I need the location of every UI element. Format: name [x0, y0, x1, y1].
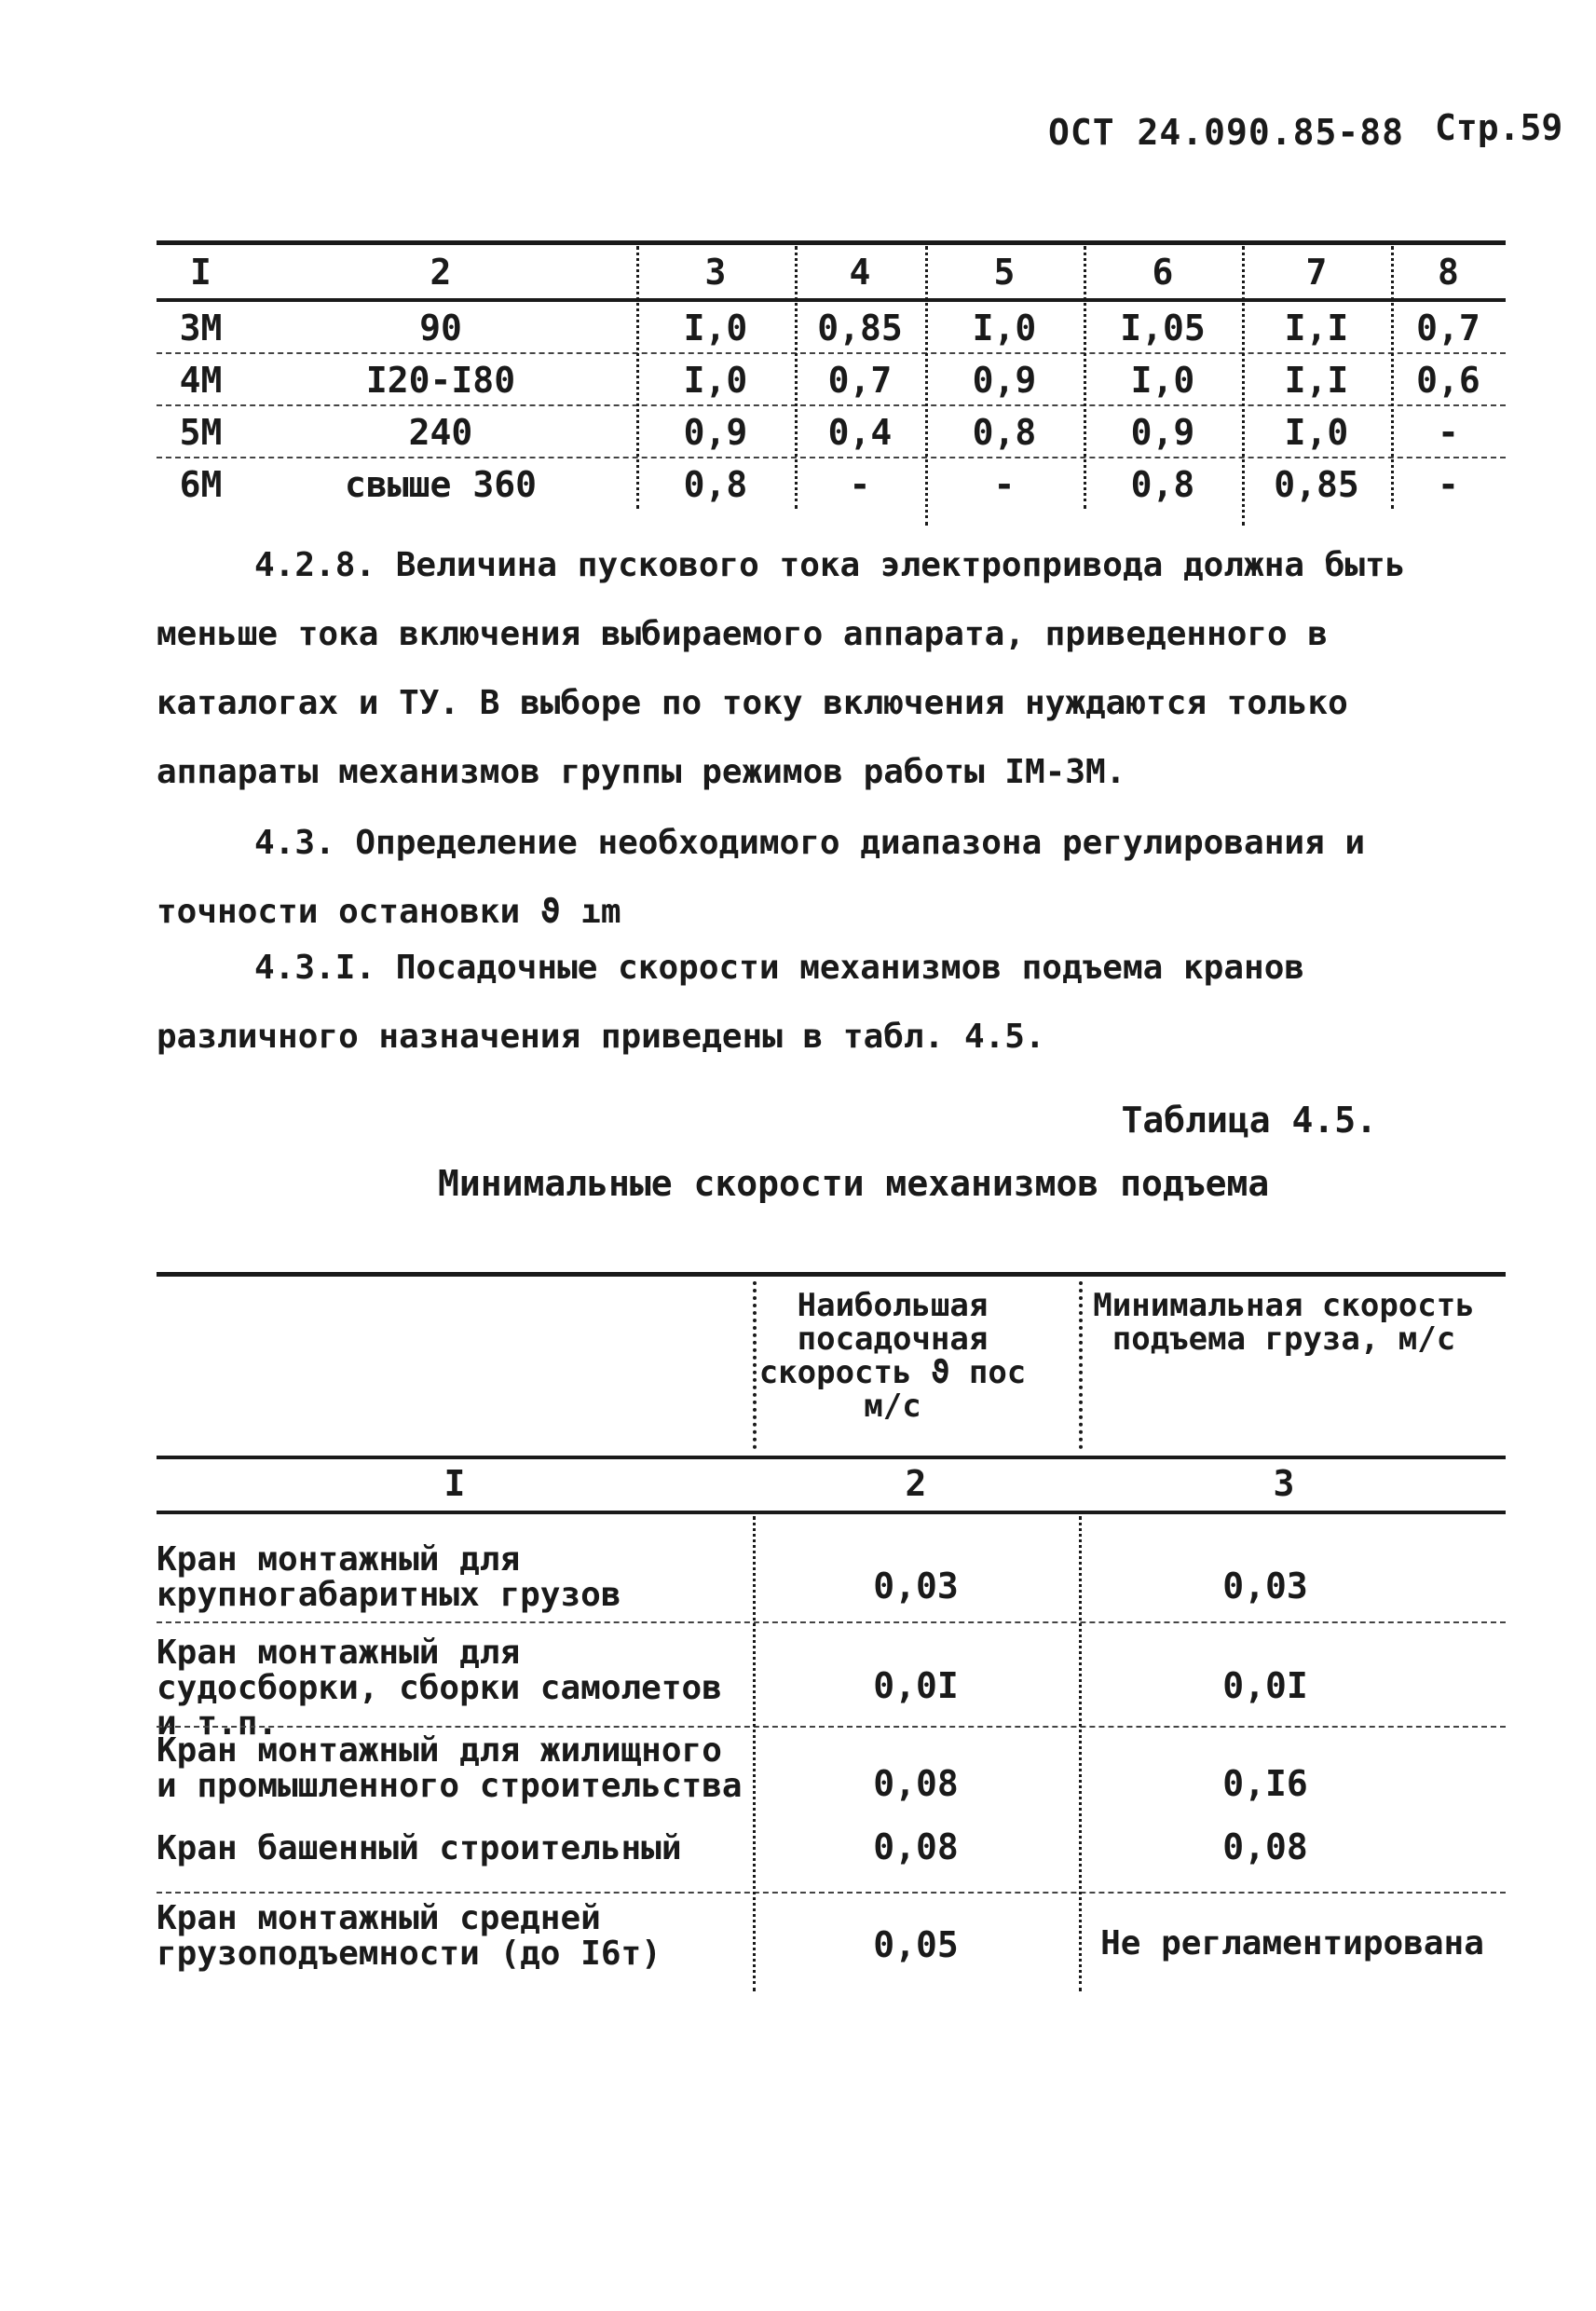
table-numbers-rule: [157, 1511, 1506, 1514]
col-header: 6: [1152, 252, 1174, 293]
table-top-rule: [157, 240, 1506, 245]
table-caption: Таблица 4.5.: [1121, 1100, 1377, 1141]
row-divider: [157, 1621, 1506, 1623]
table-cell: 5M: [179, 412, 223, 453]
table-cell: I,0: [1130, 360, 1195, 401]
col-header: 5: [993, 252, 1016, 293]
col-header: 3: [704, 252, 727, 293]
column-divider: [925, 246, 928, 526]
page-number: Стр.59: [1435, 107, 1563, 148]
column-divider: [1079, 1516, 1082, 1991]
table-cell: свыше 360: [345, 464, 537, 505]
paragraph-text: 4.2.8. Величина пускового тока электропривода должна быть меньше тока включения выбираемого аппарата, приведенного в каталогах и ТУ. В выборе по току включения нуждаются только аппараты механизмов группы режимов работы IM-3M.: [157, 546, 1406, 791]
paragraph-4-2-8: [157, 531, 1480, 807]
table-cell: 6M: [179, 464, 223, 505]
row-landing-speed: 0,03: [873, 1566, 959, 1607]
table-cell: -: [1438, 412, 1459, 453]
column-divider: [1242, 246, 1245, 526]
column-divider: [1084, 246, 1086, 509]
table-row: [157, 354, 1506, 406]
table-cell: 0,7: [827, 360, 893, 401]
table-cell: 0,9: [683, 412, 748, 453]
table-cell: 0,8: [683, 464, 748, 505]
table-cell: -: [849, 464, 871, 505]
row-min-speed: Не регламентирована: [1100, 1924, 1484, 1962]
col-header: 7: [1305, 252, 1328, 293]
row-landing-speed: 0,08: [873, 1826, 959, 1867]
col-header-min-speed: Минимальная скорость подъема груза, м/с: [1093, 1287, 1475, 1358]
table-cell: -: [993, 464, 1016, 505]
row-landing-speed: 0,0I: [873, 1665, 959, 1706]
table-cell: 0,9: [1130, 412, 1195, 453]
table-cell: 0,6: [1416, 360, 1480, 401]
row-name: Кран монтажный для судосборки, сборки самолетов и т.п.: [157, 1634, 722, 1743]
column-divider: [1079, 1281, 1083, 1449]
table-cell: -: [1438, 464, 1459, 505]
paragraph-4-3: [157, 809, 1480, 947]
col-header: I: [190, 252, 211, 293]
column-divider: [753, 1516, 756, 1991]
table-top-rule: [157, 1272, 1506, 1277]
col-number: 2: [905, 1463, 927, 1504]
row-min-speed: 0,03: [1222, 1566, 1308, 1607]
table-cell: 0,7: [1416, 308, 1480, 349]
table-row: [157, 458, 1506, 511]
column-divider: [636, 246, 639, 509]
paragraph-4-3-1: [157, 934, 1480, 1072]
table-row: [157, 302, 1506, 354]
row-min-speed: 0,I6: [1222, 1763, 1308, 1804]
table-cell: 0,8: [1130, 464, 1195, 505]
row-min-speed: 0,08: [1222, 1826, 1308, 1867]
table-cell: 0,85: [817, 308, 903, 349]
row-min-speed: 0,0I: [1222, 1665, 1308, 1706]
table-cell: 240: [408, 412, 473, 453]
col-header: 4: [849, 252, 871, 293]
row-name: Кран башенный строительный: [157, 1829, 682, 1867]
row-landing-speed: 0,08: [873, 1763, 959, 1804]
table-row: [157, 406, 1506, 458]
table-cell: I,0: [683, 308, 748, 349]
table-cell: 4M: [179, 360, 223, 401]
paragraph-text: 4.3.I. Посадочные скорости механизмов подъема кранов различного назначения приведены в табл. 4.5.: [157, 949, 1305, 1056]
column-divider: [1391, 246, 1394, 509]
table-cell: 0,9: [972, 360, 1037, 401]
document-code: ОСТ 24.090.85-88: [1048, 112, 1405, 153]
table-cell: I,05: [1120, 308, 1206, 349]
table-cell: 90: [419, 308, 462, 349]
table-cell: I,0: [683, 360, 748, 401]
table-header-rule: [157, 1456, 1506, 1459]
row-name: Кран монтажный для крупногабаритных грузов: [157, 1540, 621, 1614]
row-name: Кран монтажный средней грузоподъемности (до I6т): [157, 1899, 662, 1973]
table-cell: I,0: [1284, 412, 1349, 453]
table-cell: 0,8: [972, 412, 1037, 453]
table-header-row: [157, 246, 1506, 298]
row-name: Кран монтажный для жилищного и промышленного строительства: [157, 1731, 743, 1805]
row-landing-speed: 0,05: [873, 1924, 959, 1965]
row-divider: [157, 1892, 1506, 1894]
col-number: I: [443, 1463, 466, 1504]
col-header: 8: [1438, 252, 1459, 293]
table-2: [157, 1272, 1506, 2017]
col-header-landing-speed: Наибольшая посадочная скорость ϑ пос м/с: [758, 1287, 1027, 1425]
table-cell: I20-I80: [365, 360, 516, 401]
column-divider: [753, 1281, 757, 1449]
table-cell: 0,85: [1274, 464, 1359, 505]
section-heading: 4.3. Определение необходимого диапазона регулирования и точности остановки ϑ ım: [157, 824, 1366, 931]
column-divider: [795, 246, 798, 509]
col-number: 3: [1273, 1463, 1295, 1504]
table-cell: 3M: [179, 308, 223, 349]
table-cell: I,0: [972, 308, 1037, 349]
table-title: Минимальные скорости механизмов подъема: [438, 1163, 1270, 1204]
row-divider: [157, 1726, 1506, 1728]
table-cell: I,I: [1284, 360, 1349, 401]
col-header: 2: [430, 252, 452, 293]
table-cell: 0,4: [827, 412, 893, 453]
table-cell: I,I: [1284, 308, 1349, 349]
